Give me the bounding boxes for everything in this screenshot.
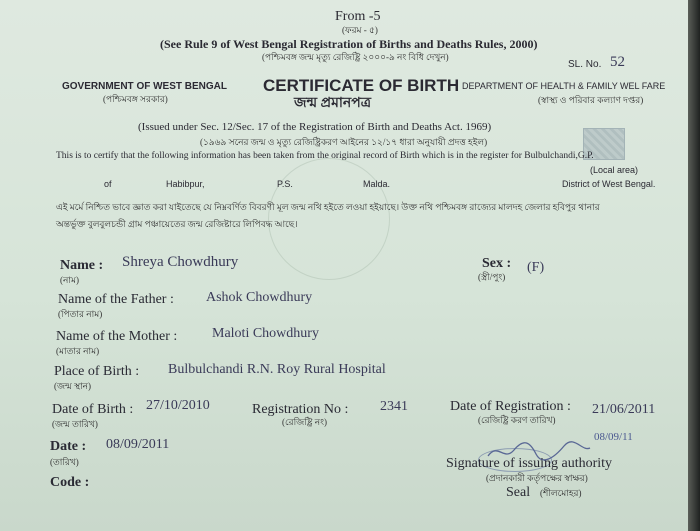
registration-number-value: 2341 <box>380 399 408 414</box>
serial-number-value: 52 <box>610 54 625 70</box>
father-label-bengali: (পিতার নাম) <box>58 309 103 319</box>
date-of-registration-value: 21/06/2011 <box>592 402 656 417</box>
mother-value: Maloti Chowdhury <box>212 326 319 341</box>
signature-label: Signature of issuing authority <box>446 456 613 471</box>
background-edge <box>688 0 700 531</box>
date-of-registration-label: Date of Registration : <box>450 399 571 414</box>
date-of-birth-label: Date of Birth : <box>52 402 134 417</box>
rule-reference-bengali: (পশ্চিমবঙ্গ জন্ম মৃত্যু রেজিষ্ট্রি ২০০০-৯ নং বিধি দেখুন) <box>262 52 449 62</box>
rule-reference: (See Rule 9 of West Bengal Registration of Births and Deaths Rules, 2000) <box>160 37 538 51</box>
date-of-birth-value: 27/10/2010 <box>146 398 210 413</box>
of-label: of <box>104 179 112 189</box>
local-area-label: (Local area) <box>590 165 639 175</box>
mother-label-bengali: (মাতার নাম) <box>56 346 100 356</box>
certificate-title-bengali: জন্ম প্রমানপত্র <box>294 96 372 111</box>
registration-number-label-bengali: (রেজিষ্ট্রি নং) <box>282 417 328 427</box>
issue-date-label-bengali: (তারিখ) <box>50 457 79 467</box>
issue-date-label: Date : <box>50 439 87 454</box>
bengali-statement-line-2: অন্তর্ভুক্ত বুলবুলচন্ডী গ্রাম পঞ্চায়েতের জন্ম রেজিষ্টারে লিপিবদ্ধ আছে। <box>56 219 298 229</box>
issue-date-value: 08/09/2011 <box>106 437 170 452</box>
date-of-birth-label-bengali: (জন্ম তারিখ) <box>52 419 98 429</box>
father-value: Ashok Chowdhury <box>206 290 313 305</box>
district-state: District of West Bengal. <box>562 179 656 189</box>
sex-label: Sex : <box>482 256 512 271</box>
bengali-statement-line-1: এই মর্মে নিশ্চিত ভাবে জ্ঞাত করা যাইতেছে যে নিম্নবর্ণিত বিবরণী মূল জন্ম নথি হইতে লওয়া হইয়াছে। উক্ত নথি পশ্চিমবঙ্গ রাজ্যের মালদহ জেলার হবিপুর থানার <box>56 202 600 212</box>
sex-value: (F) <box>527 260 545 275</box>
department-label-bengali: (স্বাস্থ্য ও পরিবার কল্যাণ দপ্তর) <box>538 95 644 105</box>
serial-number-label: SL. No. <box>568 59 602 70</box>
code-label: Code : <box>50 475 90 490</box>
mother-label: Name of the Mother : <box>56 329 178 344</box>
government-label-bengali: (পশ্চিমবঙ্গ সরকার) <box>103 94 168 104</box>
certify-statement: This is to certify that the following information has been taken from the original record of Birth which is in the register for Bulbulchandi,G.P. <box>56 151 594 161</box>
name-value: Shreya Chowdhury <box>122 254 239 270</box>
ps-label: P.S. <box>277 179 293 189</box>
place-of-birth-value: Bulbulchandi R.N. Roy Rural Hospital <box>168 362 386 377</box>
signature-date: 08/09/11 <box>594 431 633 443</box>
issued-under: (Issued under Sec. 12/Sec. 17 of the Registration of Birth and Deaths Act. 1969) <box>138 121 492 133</box>
seal-label: Seal <box>506 485 531 500</box>
date-of-registration-label-bengali: (রেজিষ্ট্রি করণ তারিখ) <box>478 415 556 425</box>
sex-label-bengali: (স্ত্রী/পুং) <box>478 272 506 282</box>
form-number-bengali: (ফরম - ৫) <box>342 25 378 35</box>
place-of-birth-label-bengali: (জন্ম স্থান) <box>54 381 92 391</box>
form-number: From -5 <box>335 9 381 24</box>
name-label-bengali: (নাম) <box>60 275 79 285</box>
seal-label-bengali: (শীলমোহর) <box>540 488 582 498</box>
signature-label-bengali: (প্রদানকারী কর্তৃপক্ষের স্বাক্ষর) <box>486 473 588 483</box>
certificate-title: CERTIFICATE OF BIRTH <box>263 76 460 95</box>
district-name: Malda. <box>363 179 391 189</box>
registration-number-label: Registration No : <box>252 402 349 417</box>
department-label: DEPARTMENT OF HEALTH & FAMILY WEL FARE <box>462 81 666 91</box>
issued-under-bengali: (১৯৬৯ সনের জন্ম ও মৃত্যু রেজিষ্ট্রিকরণ আইনের ১২/১৭ ধারা অনুযায়ী প্রদত্ত হইল) <box>200 137 488 147</box>
government-label: GOVERNMENT OF WEST BENGAL <box>62 81 227 92</box>
name-label: Name : <box>60 258 104 273</box>
father-label: Name of the Father : <box>58 292 174 307</box>
village-name: Habibpur, <box>166 179 205 189</box>
place-of-birth-label: Place of Birth : <box>54 364 140 379</box>
